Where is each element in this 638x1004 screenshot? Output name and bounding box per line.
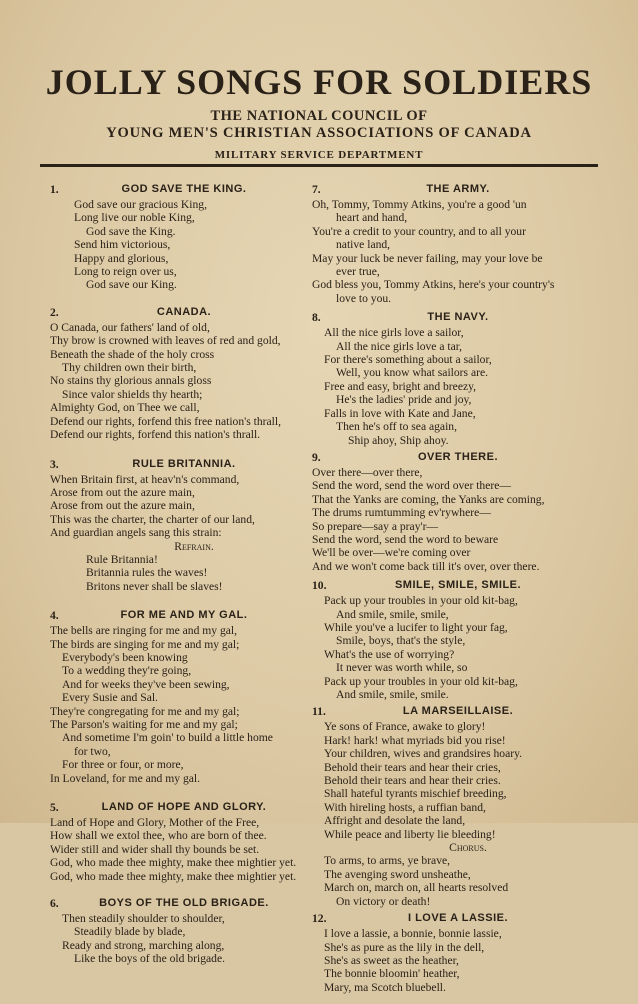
song-line: Send him victorious,	[74, 238, 171, 252]
song-title: GOD SAVE THE KING.	[121, 183, 247, 195]
song-line: Thy children own their birth,	[62, 361, 197, 375]
song-title: LAND OF HOPE AND GLORY.	[101, 801, 267, 814]
song-line: Arose from out the azure main,	[50, 499, 195, 513]
song-line: For three or four, or more,	[62, 758, 184, 772]
song-title: SMILE, SMILE, SMILE.	[394, 579, 522, 592]
song-title: OVER THERE.	[417, 450, 499, 463]
song-line: Land of Hope and Glory, Mother of the Free,	[50, 816, 260, 830]
song-heading	[312, 705, 604, 720]
song-line: God, who made thee mighty, make thee mightier yet.	[50, 869, 297, 883]
song-line: And sometime I'm goin' to build a little home	[62, 731, 273, 745]
song-line: March on, march on, all hearts resolved	[324, 881, 509, 895]
song-line: native land,	[336, 238, 391, 252]
song-number: 3.	[50, 457, 59, 471]
song-line: The birds are singing for me and my gal;	[50, 637, 240, 651]
song-line: Over there—over there,	[312, 465, 423, 479]
song-line: Beneath the shade of the holy cross	[50, 347, 215, 361]
song-line: She's as pure as the lily in the dell,	[324, 940, 485, 954]
song-line: The Parson's waiting for me and my gal;	[50, 718, 238, 731]
song-number: 7.	[312, 183, 321, 196]
song-line: Steadily blade by blade,	[74, 925, 186, 939]
song-heading	[50, 801, 318, 816]
song-line: Well, you know what sailors are.	[336, 366, 489, 380]
song-title: BOYS OF THE OLD BRIGADE.	[99, 897, 269, 910]
song-line: Send the word, send the word to beware	[312, 532, 499, 546]
song-heading	[50, 609, 318, 624]
song-title: I LOVE A LASSIE.	[407, 912, 509, 925]
song-line: Since valor shields thy hearth;	[62, 387, 203, 401]
song-line: God bless you, Tommy Atkins, here's your country's	[312, 278, 555, 292]
song-line: You're a credit to your country, and to all your	[312, 224, 526, 238]
song-heading	[312, 579, 604, 594]
song-line: To a wedding they're going,	[62, 664, 192, 678]
song-line: That the Yanks are coming, the Yanks are coming,	[312, 492, 545, 506]
song-number: 9.	[312, 450, 321, 464]
song-number: 8.	[312, 311, 321, 325]
song-line: How shall we extol thee, who are born of thee.	[50, 829, 267, 843]
song-line: Behold their tears and hear their cries,	[324, 760, 501, 774]
song-line: Falls in love with Kate and Jane,	[324, 406, 476, 420]
song-number: 5.	[50, 801, 59, 815]
song-line: Happy and glorious,	[74, 251, 169, 265]
song-line: Britons never shall be slaves!	[86, 579, 223, 593]
song-line: Wider still and wider shall thy bounds be set.	[50, 842, 260, 856]
song-line: With hireling hosts, a ruffian band,	[324, 800, 486, 814]
song-title: CANADA.	[156, 305, 212, 318]
song-number: 4.	[50, 609, 59, 623]
song-heading	[50, 458, 318, 473]
song-line: Every Susie and Sal.	[62, 691, 158, 705]
song-number: 1.	[50, 183, 59, 196]
song-canada	[50, 306, 318, 442]
song-line: May your luck be never failing, may your love be	[312, 251, 543, 265]
song-the-navy	[312, 311, 604, 447]
song-number: 12.	[312, 912, 327, 926]
song-line: for two,	[74, 744, 111, 758]
song-line: All the nice girls love a tar,	[336, 339, 463, 353]
song-heading	[50, 183, 318, 198]
song-line: Send the word, send the word over there—	[312, 479, 511, 493]
song-line: Affright and desolate the land,	[324, 814, 466, 828]
song-line: The avenging sword unsheathe,	[324, 867, 471, 881]
song-line: In Loveland, for me and my gal.	[50, 771, 201, 785]
song-line: Long to reign over us,	[74, 265, 177, 279]
header-divider	[40, 164, 598, 167]
song-line: Like the boys of the old brigade.	[74, 952, 226, 966]
right-column	[312, 183, 604, 1004]
song-line: This was the charter, the charter of our land,	[50, 512, 255, 526]
song-line: And for weeks they've been sewing,	[62, 677, 230, 691]
song-number: 6.	[50, 897, 59, 911]
department-line: MILITARY SERVICE DEPARTMENT	[214, 149, 424, 161]
song-line: Ready and strong, marching along,	[62, 938, 225, 952]
song-line: The bells are ringing for me and my gal,	[50, 624, 238, 638]
song-line: And guardian angels sang this strain:	[50, 526, 222, 540]
song-line: While you've a lucifer to light your fag,	[324, 620, 508, 634]
song-line: Pack up your troubles in your old kit-bag,	[324, 594, 518, 608]
song-line: Arose from out the azure main,	[50, 485, 195, 499]
song-line: heart and hand,	[336, 211, 408, 225]
song-line: Everybody's been knowing	[62, 650, 188, 664]
song-smile-smile-smile	[312, 579, 604, 701]
song-line: God save our King.	[86, 278, 177, 292]
song-line: He's the ladies' pride and joy,	[336, 393, 472, 407]
song-line: Your children, wives and grandsires hoary.	[324, 747, 523, 761]
song-line: God, who made thee mighty, make thee mightier yet.	[50, 856, 297, 870]
song-line: The drums rumtumming ev'rywhere—	[312, 506, 491, 520]
song-line: So prepare—say a pray'r—	[312, 519, 439, 533]
chorus-label: Chorus.	[449, 841, 487, 855]
song-line: She's as sweet as the heather,	[324, 953, 459, 967]
song-title: LA MARSEILLAISE.	[402, 705, 514, 718]
ymca-line: YOUNG MEN'S CHRISTIAN ASSOCIATIONS OF CANADA	[106, 125, 532, 141]
song-i-love-a-lassie	[312, 912, 604, 994]
song-line: Ship ahoy, Ship ahoy.	[348, 433, 449, 447]
song-line: Pack up your troubles in your old kit-bag,	[324, 674, 518, 688]
song-title: FOR ME AND MY GAL.	[120, 609, 248, 622]
song-line: Defend our rights, forfend this free nation's thrall,	[50, 414, 281, 428]
song-line: Mary, ma Scotch bluebell.	[324, 980, 446, 994]
song-line: ever true,	[336, 265, 380, 279]
song-line: God save our gracious King,	[74, 198, 207, 211]
song-line: Britannia rules the waves!	[86, 566, 208, 580]
song-line: We'll be over—we're coming over	[312, 546, 471, 560]
song-land-of-hope-and-glory	[50, 801, 318, 883]
song-line: And smile, smile, smile,	[336, 607, 449, 621]
song-line: Oh, Tommy, Tommy Atkins, you're a good 'un	[312, 198, 527, 211]
song-line: Thy brow is crowned with leaves of red and gold,	[50, 334, 281, 348]
song-heading	[50, 897, 318, 912]
song-line: The bonnie bloomin' heather,	[324, 967, 460, 981]
song-title: RULE BRITANNIA.	[132, 457, 236, 470]
song-god-save-the-king	[50, 183, 318, 292]
council-line: THE NATIONAL COUNCIL OF	[210, 108, 428, 124]
song-line: Behold their tears and hear their cries.	[324, 774, 501, 788]
song-title: THE NAVY.	[427, 311, 489, 324]
song-line: Ye sons of France, awake to glory!	[324, 720, 486, 734]
song-line: Almighty God, on Thee we call,	[50, 401, 200, 415]
song-line: Free and easy, bright and breezy,	[324, 379, 477, 393]
song-heading	[312, 183, 604, 198]
song-la-marseillaise	[312, 705, 604, 908]
song-heading	[312, 451, 604, 466]
song-line: All the nice girls love a sailor,	[324, 326, 464, 340]
song-line: And we won't come back till it's over, over there.	[312, 559, 540, 573]
song-number: 11.	[312, 705, 326, 719]
song-line: I love a lassie, a bonnie, bonnie lassie,	[324, 927, 502, 941]
song-over-there	[312, 451, 604, 573]
song-line: On victory or death!	[336, 894, 431, 908]
song-for-me-and-my-gal	[50, 609, 318, 785]
song-line: They're congregating for me and my gal;	[50, 704, 240, 718]
song-rule-britannia	[50, 458, 318, 594]
masthead	[0, 62, 638, 162]
song-line: Smile, boys, that's the style,	[336, 634, 466, 648]
song-line: Then he's off to sea again,	[336, 420, 457, 434]
song-line: Rule Britannia!	[86, 552, 158, 566]
song-line: It never was worth while, so	[336, 661, 468, 675]
song-number: 10.	[312, 579, 327, 593]
song-line: love to you.	[336, 291, 392, 305]
song-line: Then steadily shoulder to shoulder,	[62, 912, 225, 926]
song-line: O Canada, our fathers' land of old,	[50, 320, 210, 334]
page-title: JOLLY SONGS FOR SOLDIERS	[45, 62, 593, 102]
song-line: What's the use of worrying?	[324, 647, 455, 661]
song-line: While peace and liberty lie bleeding!	[324, 827, 496, 841]
song-heading	[50, 306, 318, 321]
left-column	[50, 183, 318, 976]
song-line: When Britain first, at heav'n's command,	[50, 472, 240, 486]
song-number: 2.	[50, 305, 59, 319]
song-line: And smile, smile, smile.	[336, 688, 449, 701]
song-heading	[312, 912, 604, 927]
song-heading	[312, 311, 604, 326]
song-line: No stains thy glorious annals gloss	[50, 374, 212, 388]
song-line: Hark! hark! what myriads bid you rise!	[324, 733, 506, 747]
refrain-label: Refrain.	[174, 539, 214, 553]
song-title: THE ARMY.	[426, 183, 490, 195]
song-line: For there's something about a sailor,	[324, 353, 492, 367]
song-line: Long live our noble King,	[74, 211, 195, 225]
song-line: Defend our rights, forfend this nation's thrall.	[50, 428, 261, 442]
song-line: Shall hateful tyrants mischief breeding,	[324, 787, 507, 801]
song-boys-of-the-old-brigade	[50, 897, 318, 966]
song-the-army	[312, 183, 604, 305]
song-line: To arms, to arms, ye brave,	[324, 854, 451, 868]
song-line: God save the King.	[86, 224, 176, 238]
